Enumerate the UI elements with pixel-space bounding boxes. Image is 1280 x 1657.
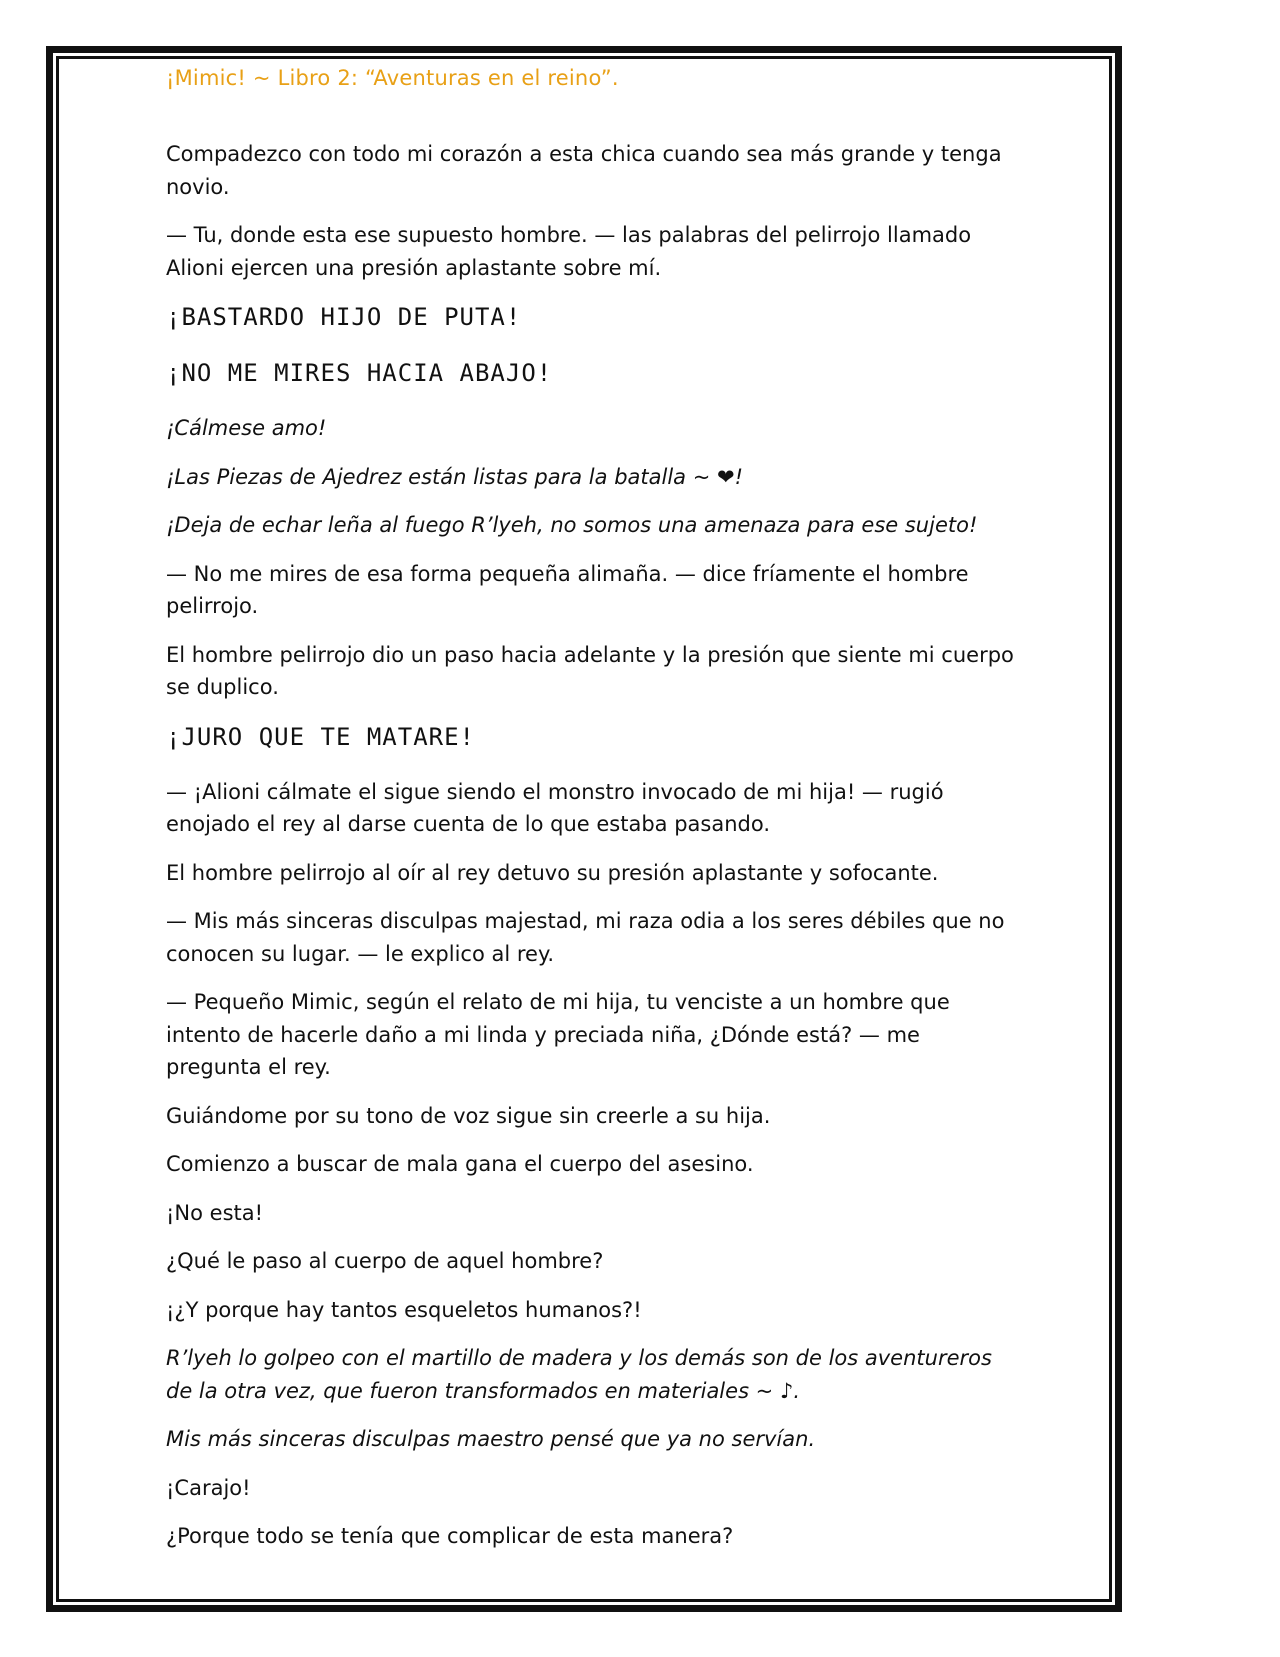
- body-paragraph: — No me mires de esa forma pequeña alimaña. — dice fríamente el hombre pelirrojo.: [166, 561, 969, 618]
- body-paragraph: ¡¿Y porque hay tantos esqueletos humanos?!: [166, 1297, 642, 1322]
- body-paragraph: Guiándome por su tono de voz sigue sin creerle a su hija.: [166, 1103, 771, 1128]
- body-paragraph: — Pequeño Mimic, según el relato de mi hija, tu venciste a un hombre que intento de hacerle daño a mi linda y preciada niña, ¿Dónde está? — me pregunta el rey.: [166, 990, 950, 1079]
- body-paragraph: — Mis más sinceras disculpas majestad, mi raza odia a los seres débiles que no conocen su lugar. — le explico al rey.: [166, 909, 1005, 966]
- body-paragraph: ¡Carajo!: [166, 1475, 251, 1500]
- body-paragraph: ¡Cálmese amo!: [166, 416, 327, 440]
- shout-line: ¡BASTARDO HIJO DE PUTA!: [166, 303, 522, 331]
- body-paragraph: Compadezco con todo mi corazón a esta chica cuando sea más grande y tenga novio.: [166, 142, 1002, 199]
- body-paragraph: ¿Porque todo se tenía que complicar de esta manera?: [166, 1524, 734, 1548]
- shout-line: ¡NO ME MIRES HACIA ABAJO!: [166, 359, 553, 387]
- body-paragraph: — ¡Alioni cálmate el sigue siendo el monstro invocado de mi hija! — rugió enojado el rey al darse cuenta de lo que estaba pasando.: [166, 779, 944, 836]
- body-paragraph: ¡Deja de echar leña al fuego R’lyeh, no somos una amenaza para ese sujeto!: [166, 513, 978, 537]
- body-paragraph: R’lyeh lo golpeo con el martillo de madera y los demás son de los aventureros de la otra vez, que fueron transformados en materiales ~ ♪.: [166, 1346, 992, 1403]
- body-paragraph: El hombre pelirrojo al oír al rey detuvo su presión aplastante y sofocante.: [166, 860, 939, 885]
- page-body: [166, 138, 1016, 1569]
- body-paragraph: El hombre pelirrojo dio un paso hacia adelante y la presión que siente mi cuerpo se duplico.: [166, 642, 1014, 699]
- body-paragraph: Mis más sinceras disculpas maestro pensé que ya no servían.: [166, 1427, 816, 1451]
- shout-line: ¡JURO QUE TE MATARE!: [166, 722, 475, 751]
- body-paragraph: — Tu, donde esta ese supuesto hombre. — las palabras del pelirrojo llamado Alioni ejercen una presión aplastante sobre mí.: [166, 223, 972, 280]
- body-paragraph: ¡No esta!: [166, 1200, 264, 1225]
- page-header-title: ¡Mimic! ~ Libro 2: “Aventuras en el reino”.: [166, 66, 619, 90]
- body-paragraph: Comienzo a buscar de mala gana el cuerpo del asesino.: [166, 1152, 754, 1176]
- body-paragraph: ¡Las Piezas de Ajedrez están listas para la batalla ~ ❤!: [166, 464, 743, 489]
- body-paragraph: ¿Qué le paso al cuerpo de aquel hombre?: [166, 1249, 604, 1273]
